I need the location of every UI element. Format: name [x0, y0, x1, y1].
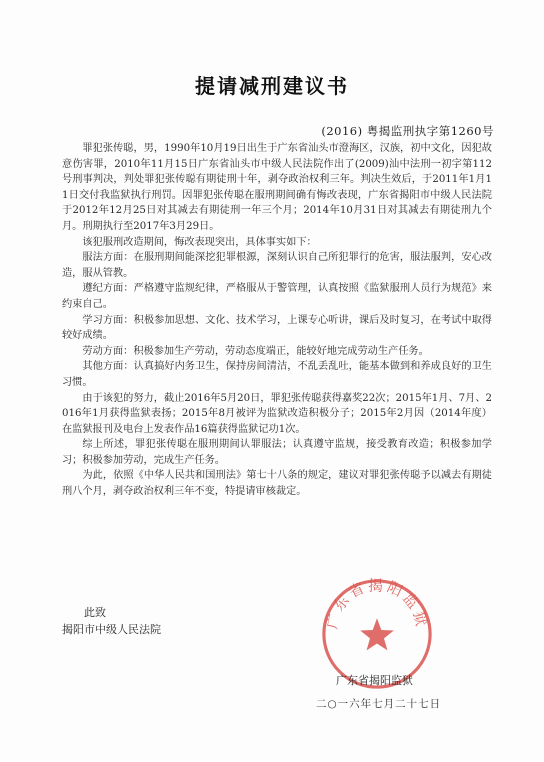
paragraph-intro: 该犯服刑改造期间，悔改表现突出，具体事实如下： — [82, 236, 317, 248]
salutation: 此致 — [84, 606, 106, 619]
signoff-block — [62, 604, 161, 638]
paragraph-study: 学习方面：积极参加思想、文化、技术学习，上课专心听讲，课后及时复习，在考试中取得较好成绩。 — [62, 314, 492, 342]
paragraph-rewards: 由于该犯的努力，截止2016年5月20日，罪犯张传聪获得嘉奖22次；2015年1月、7月、2016年1月获得监狱表扬；2015年8月被评为监狱改造积极分子；2015年2月因（2014年度）在监狱报刊及电台上发表作品16篇获得监狱记功1次。 — [62, 392, 492, 435]
issuer-name: 广东省揭阳监狱 — [336, 674, 413, 687]
paragraph-labor: 劳动方面：积极参加生产劳动，劳动态度端正，能较好地完成劳动生产任务。 — [82, 345, 429, 357]
seal-text: 广东省揭阳监狱 — [323, 577, 431, 631]
paragraph-discipline: 遵纪方面：严格遵守监规纪律，严格服从于警管理，认真按照《监狱服刑人员行为规范》来约束自己。 — [62, 283, 492, 310]
paragraph-basic-info: 罪犯张传聪，男，1990年10月19日出生于广东省汕头市澄海区，汉族，初中文化，因犯故意伤害罪，2010年11月15日广东省汕头市中级人民法院作出了(2009)汕中法刑一初字第112号刑事判决，判处罪犯张传聪有期徒刑十年，剥夺政治权利三年。判决生效后，于2011年1月11日交付我监狱执行刑罚。因罪犯张传聪在服刑期间确有悔改表现，广东省揭阳市中级人民法院于2012年12月25日对其减去有期徒刑一年三个月；2014年10月31日对其减去有期徒刑九个月。刑期执行至2017年3月29日。 — [62, 143, 492, 232]
issue-date: 二○一六年七月二十七日 — [316, 698, 442, 710]
paragraph-law-abiding: 服法方面：在服刑期间能深挖犯罪根源，深刻认识自己所犯罪行的危害，服法服判，安心改造，服从管教。 — [62, 252, 492, 279]
document-title: 提请减刑建议书 — [195, 74, 349, 98]
document-number: (2016) 粤揭监刑执字第1260号 — [321, 124, 494, 138]
document-body — [62, 141, 492, 500]
seal-star-icon — [360, 618, 394, 650]
paragraph-other: 其他方面：认真搞好内务卫生，保持房间清洁，不乱丢乱吐，能基本做到和养成良好的卫生习惯。 — [62, 361, 492, 388]
recipient: 揭阳市中级人民法院 — [62, 623, 161, 636]
paragraph-proposal: 为此，依照《中华人民共和国刑法》第七十八条的规定，建议对罪犯张传聪予以减去有期徒刑八个月，剥夺政治权利三年不变，特提请审核裁定。 — [62, 470, 492, 498]
paragraph-summary: 综上所述，罪犯张传聪在服刑期间认罪服法；认真遵守监规，接受教育改造；积极参加学习；积极参加劳动，完成生产任务。 — [62, 439, 492, 466]
